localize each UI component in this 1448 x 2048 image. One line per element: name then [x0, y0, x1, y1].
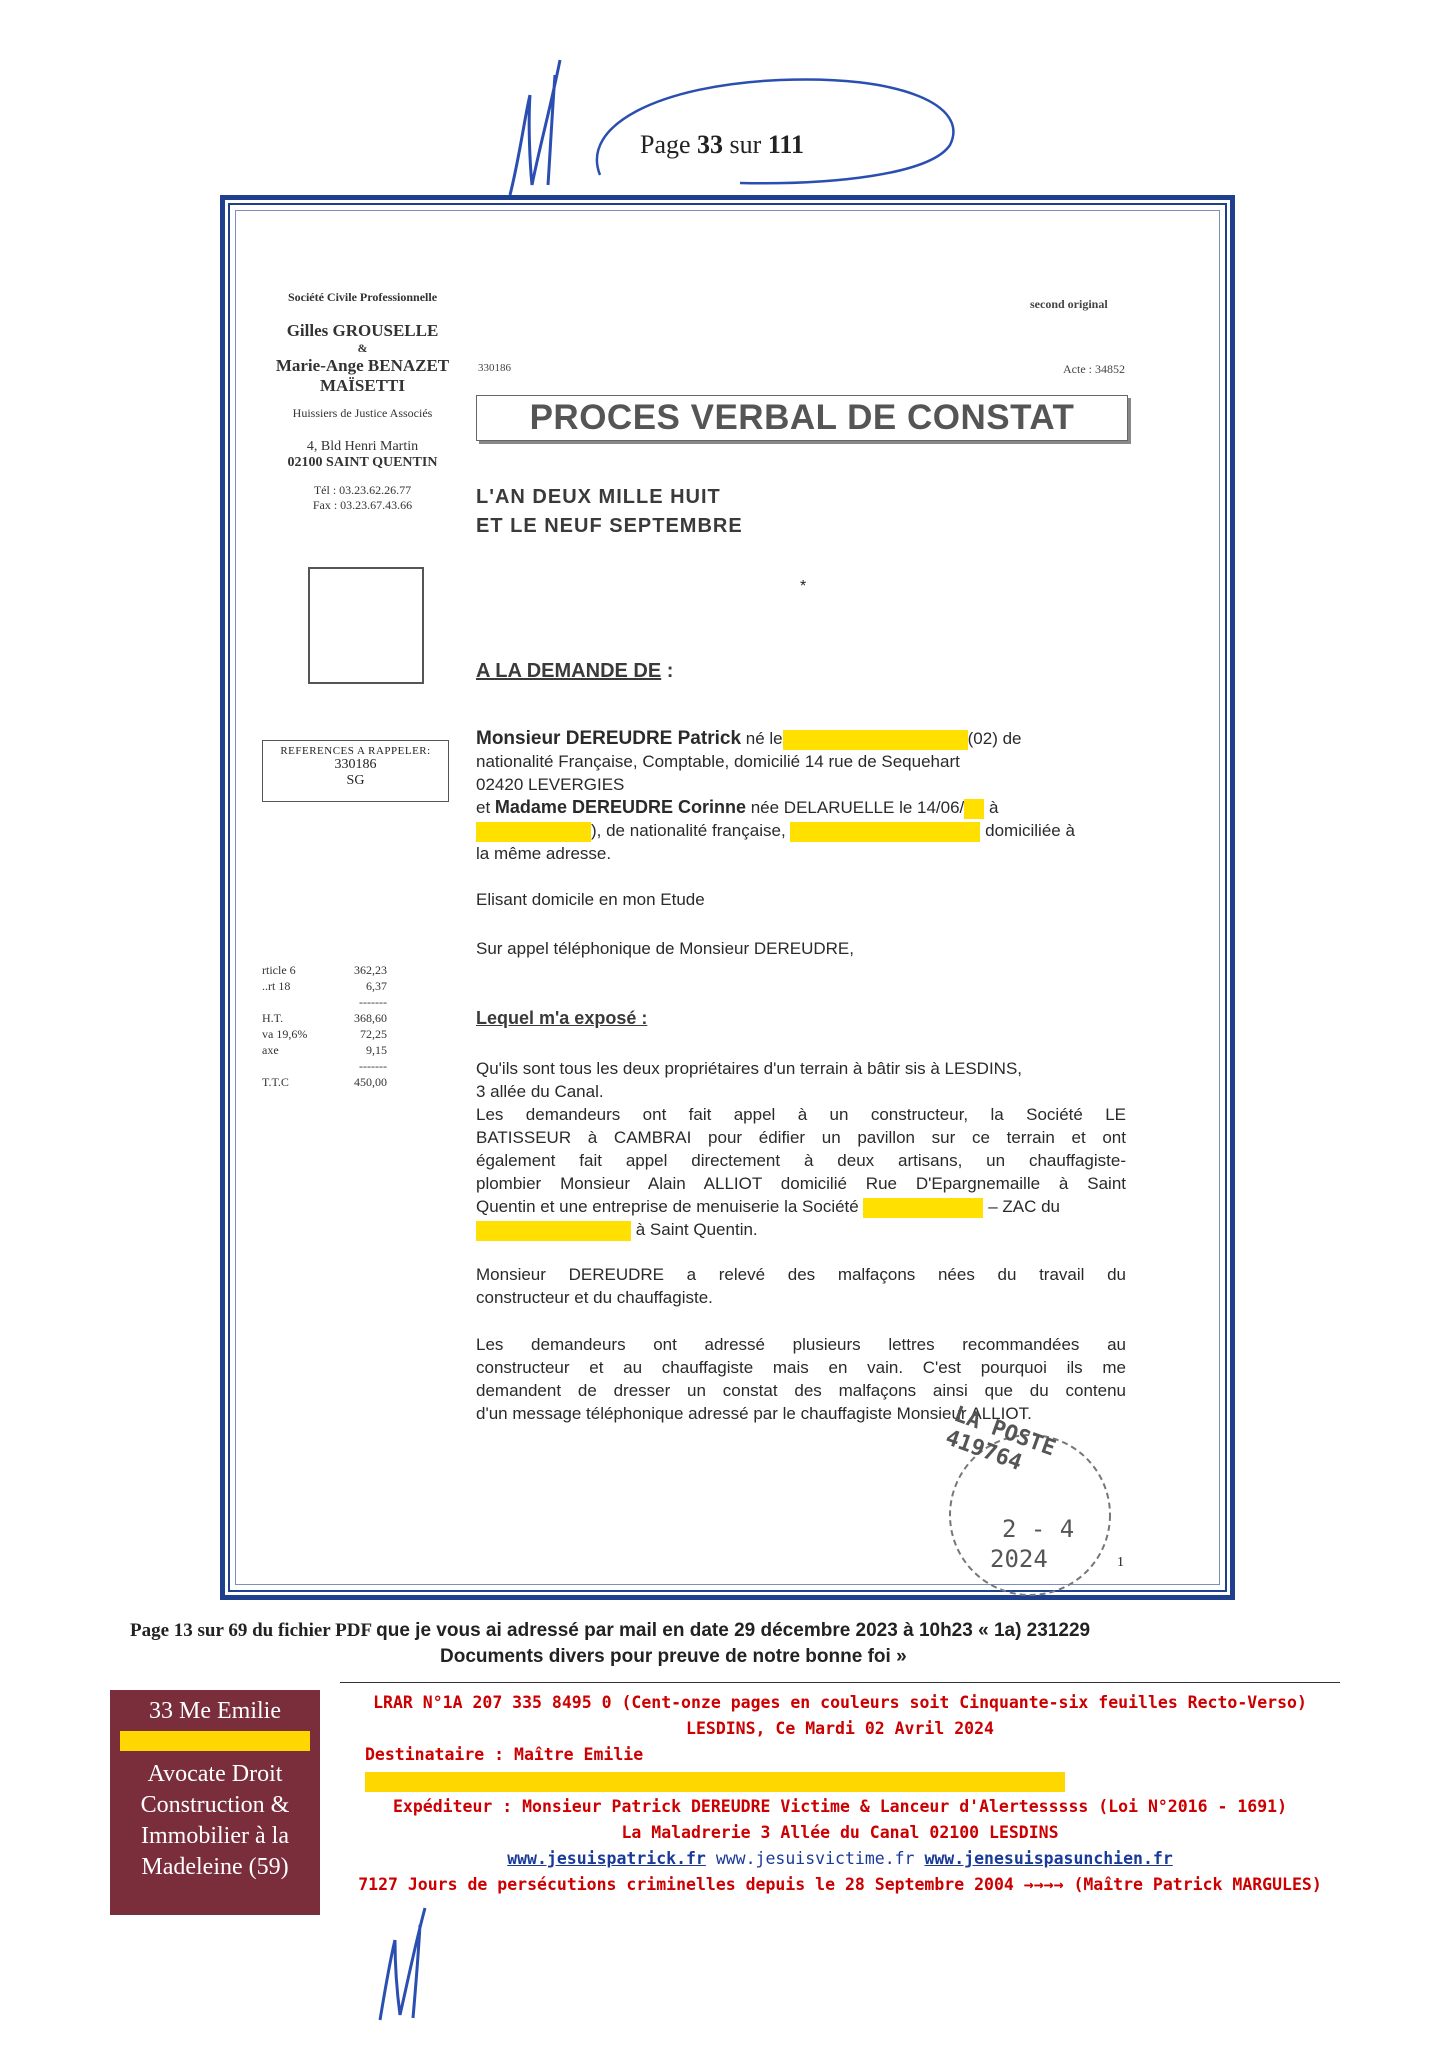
- site-link-2[interactable]: www.jesuisvictime.fr: [715, 1849, 915, 1868]
- cost-rule: -------: [359, 995, 387, 1009]
- sur-appel-line: Sur appel téléphonique de Monsieur DEREUDRE,: [476, 939, 854, 958]
- page-counter: Page 33 sur 111: [640, 130, 804, 159]
- place-date-line: LESDINS, Ce Mardi 02 Avril 2024: [686, 1719, 994, 1738]
- cost-row: axe 9,15: [262, 1043, 387, 1057]
- file-number: 330186: [478, 362, 511, 374]
- redacted-birthplace: [476, 822, 591, 842]
- lrar-line: LRAR N°1A 207 335 8495 0 (Cent-onze pages en couleurs soit Cinquante-six feuilles Recto-Verso): [373, 1693, 1307, 1712]
- parties-line-6: la même adresse.: [476, 844, 612, 863]
- expose-line: également fait appel directement à deux artisans, un chauffagiste-: [476, 1151, 1126, 1170]
- elisant-line: Elisant domicile en mon Etude: [476, 890, 705, 909]
- firm-amp: &: [357, 341, 368, 355]
- stamp-label: LA POSTE 419764: [942, 1401, 1059, 1477]
- references-label: REFERENCES A RAPPELER:: [280, 745, 431, 757]
- lequel-heading: Lequel m'a exposé :: [476, 1008, 648, 1028]
- date-line-2: ET LE NEUF SEPTEMBRE: [476, 515, 743, 537]
- firm-type: Société Civile Professionnelle: [287, 290, 438, 304]
- stamp-date-1: 2 - 4: [1002, 1515, 1075, 1543]
- sender-line: Expéditeur : Monsieur Patrick DEREUDRE Victime & Lanceur d'Alertesssss (Loi N°2016 - 1691): [392, 1797, 1288, 1816]
- recipient-box-line-5: Madeleine (59): [141, 1854, 289, 1880]
- stamp-date-2: 2024: [990, 1545, 1048, 1573]
- second-original: second original: [1030, 297, 1108, 311]
- firm-name-3: MAÏSETTI: [319, 376, 406, 395]
- expose-line: 3 allée du Canal.: [476, 1082, 604, 1101]
- recipient-box: [110, 1690, 320, 1915]
- redacted-year: [964, 799, 984, 819]
- firm-address-2: 02100 SAINT QUENTIN: [287, 455, 438, 470]
- firm-role: Huissiers de Justice Associés: [292, 406, 433, 420]
- references-box: [262, 740, 449, 802]
- expose-line: plombier Monsieur Alain ALLIOT domicilié Rue D'Epargnemaille à Saint: [476, 1174, 1126, 1193]
- websites-line: [340, 1846, 1340, 1872]
- footer-separator: [340, 1682, 1340, 1683]
- expose-line: Qu'ils sont tous les deux propriétaires d'un terrain à bâtir sis à LESDINS,: [476, 1059, 1023, 1078]
- cost-row: H.T. 368,60: [262, 1011, 387, 1025]
- expose-line: BATISSEUR à CAMBRAI pour édifier un pavillon sur ce terrain et ont: [476, 1128, 1126, 1147]
- parties-paragraph: [476, 727, 1126, 865]
- expose-line: Les demandeurs ont fait appel à un constructeur, la Société LE: [476, 1105, 1126, 1124]
- expose-line: à Saint Quentin.: [476, 1218, 1126, 1241]
- parties-line-5: ), de nationalité française, domiciliée à: [476, 819, 1126, 842]
- address-line: La Maladrerie 3 Allée du Canal 02100 LESDINS: [621, 1823, 1059, 1842]
- demand-heading: A LA DEMANDE DE :: [476, 660, 674, 682]
- redacted-birthdate: [783, 730, 968, 750]
- handwritten-initials-bottom: [370, 1900, 440, 2030]
- firm-tel: Tél : 03.23.62.26.77: [313, 483, 412, 497]
- malfacons-paragraph: [476, 1263, 1126, 1309]
- star-mark: *: [800, 578, 807, 595]
- firm-fax: Fax : 03.23.67.43.66: [312, 498, 413, 512]
- handwritten-initials-top: [500, 55, 570, 200]
- references-code: SG: [346, 773, 365, 788]
- date-line-1: L'AN DEUX MILLE HUIT: [476, 486, 721, 508]
- la-poste-stamp: [930, 1401, 1130, 1610]
- parties-line-3: 02420 LEVERGIES: [476, 775, 625, 794]
- recipient-line: Destinataire : Maître Emilie: [340, 1742, 1340, 1794]
- cost-row: va 19,6% 72,25: [262, 1027, 387, 1041]
- expose-paragraph: [476, 1057, 1126, 1241]
- recipient-box-line-3: Construction &: [140, 1792, 290, 1818]
- firm-name-2: Marie-Ange BENAZET: [275, 356, 450, 375]
- lettres-line: d'un message téléphonique adressé par le chauffagiste Monsieur ALLIOT.: [476, 1404, 1032, 1423]
- document-title: PROCES VERBAL DE CONSTAT: [476, 395, 1128, 441]
- cost-row: rticle 6 362,23: [262, 963, 387, 977]
- costs-table: [262, 962, 387, 1090]
- sender-footer: [340, 1690, 1340, 1898]
- firm-info: [255, 290, 470, 513]
- recipient-box-line-1: 33 Me Emilie: [149, 1698, 281, 1724]
- lettres-line: constructeur et au chauffagiste mais en vain. C'est pourquoi ils me: [476, 1358, 1126, 1377]
- acte-number: Acte : 34852: [1063, 362, 1125, 376]
- firm-name-1: Gilles GROUSELLE: [286, 321, 439, 340]
- parties-line-4: et Madame DEREUDRE Corinne née DELARUELLE le 14/06/ à: [476, 797, 999, 817]
- pdf-reference-line-1: Page 13 sur 69 du fichier PDF que je vous ai adressé par mail en date 29 décembre 2023 à 10h23 « 1a) 231229: [130, 1620, 1091, 1641]
- firm-address-1: 4, Bld Henri Martin: [306, 439, 419, 454]
- redacted-recipient: [365, 1772, 1065, 1792]
- malfacons-line: Monsieur DEREUDRE a relevé des malfaçons nées du travail du: [476, 1265, 1126, 1284]
- malfacons-line: constructeur et du chauffagiste.: [476, 1288, 713, 1307]
- lettres-paragraph: [476, 1333, 1126, 1425]
- redacted-company: [863, 1198, 983, 1218]
- parties-line-1: Monsieur DEREUDRE Patrick né le (02) de: [476, 728, 1022, 749]
- seal-box: [308, 567, 424, 684]
- redacted-profession: [790, 822, 980, 842]
- parties-line-2: nationalité Française, Comptable, domicilié 14 rue de Sequehart: [476, 752, 960, 771]
- cost-row: ..rt 18 6,37: [262, 979, 387, 993]
- doc-page-mark: 1: [1117, 1555, 1124, 1570]
- days-line: 7127 Jours de persécutions criminelles depuis le 28 Septembre 2004 →→→→ (Maître Patrick MARGULES): [358, 1875, 1322, 1894]
- site-link-1[interactable]: www.jesuispatrick.fr: [507, 1849, 706, 1868]
- expose-line: Quentin et une entreprise de menuiserie la Société – ZAC du: [476, 1197, 1061, 1216]
- redacted-recipient-name: [120, 1731, 310, 1751]
- recipient-box-line-4: Immobilier à la: [141, 1823, 289, 1849]
- recipient-box-line-2: Avocate Droit: [147, 1761, 283, 1787]
- pdf-reference-line-2: Documents divers pour preuve de notre bonne foi »: [440, 1646, 907, 1667]
- references-number: 330186: [334, 757, 377, 772]
- cost-row: T.T.C 450,00: [262, 1075, 387, 1089]
- cost-rule: -------: [359, 1059, 387, 1073]
- lettres-line: demandent de dresser un constat des malfaçons ainsi que du contenu: [476, 1381, 1126, 1400]
- site-link-3[interactable]: www.jenesuispasunchien.fr: [924, 1849, 1173, 1868]
- redacted-location: [476, 1221, 631, 1241]
- lettres-line: Les demandeurs ont adressé plusieurs lettres recommandées au: [476, 1335, 1126, 1354]
